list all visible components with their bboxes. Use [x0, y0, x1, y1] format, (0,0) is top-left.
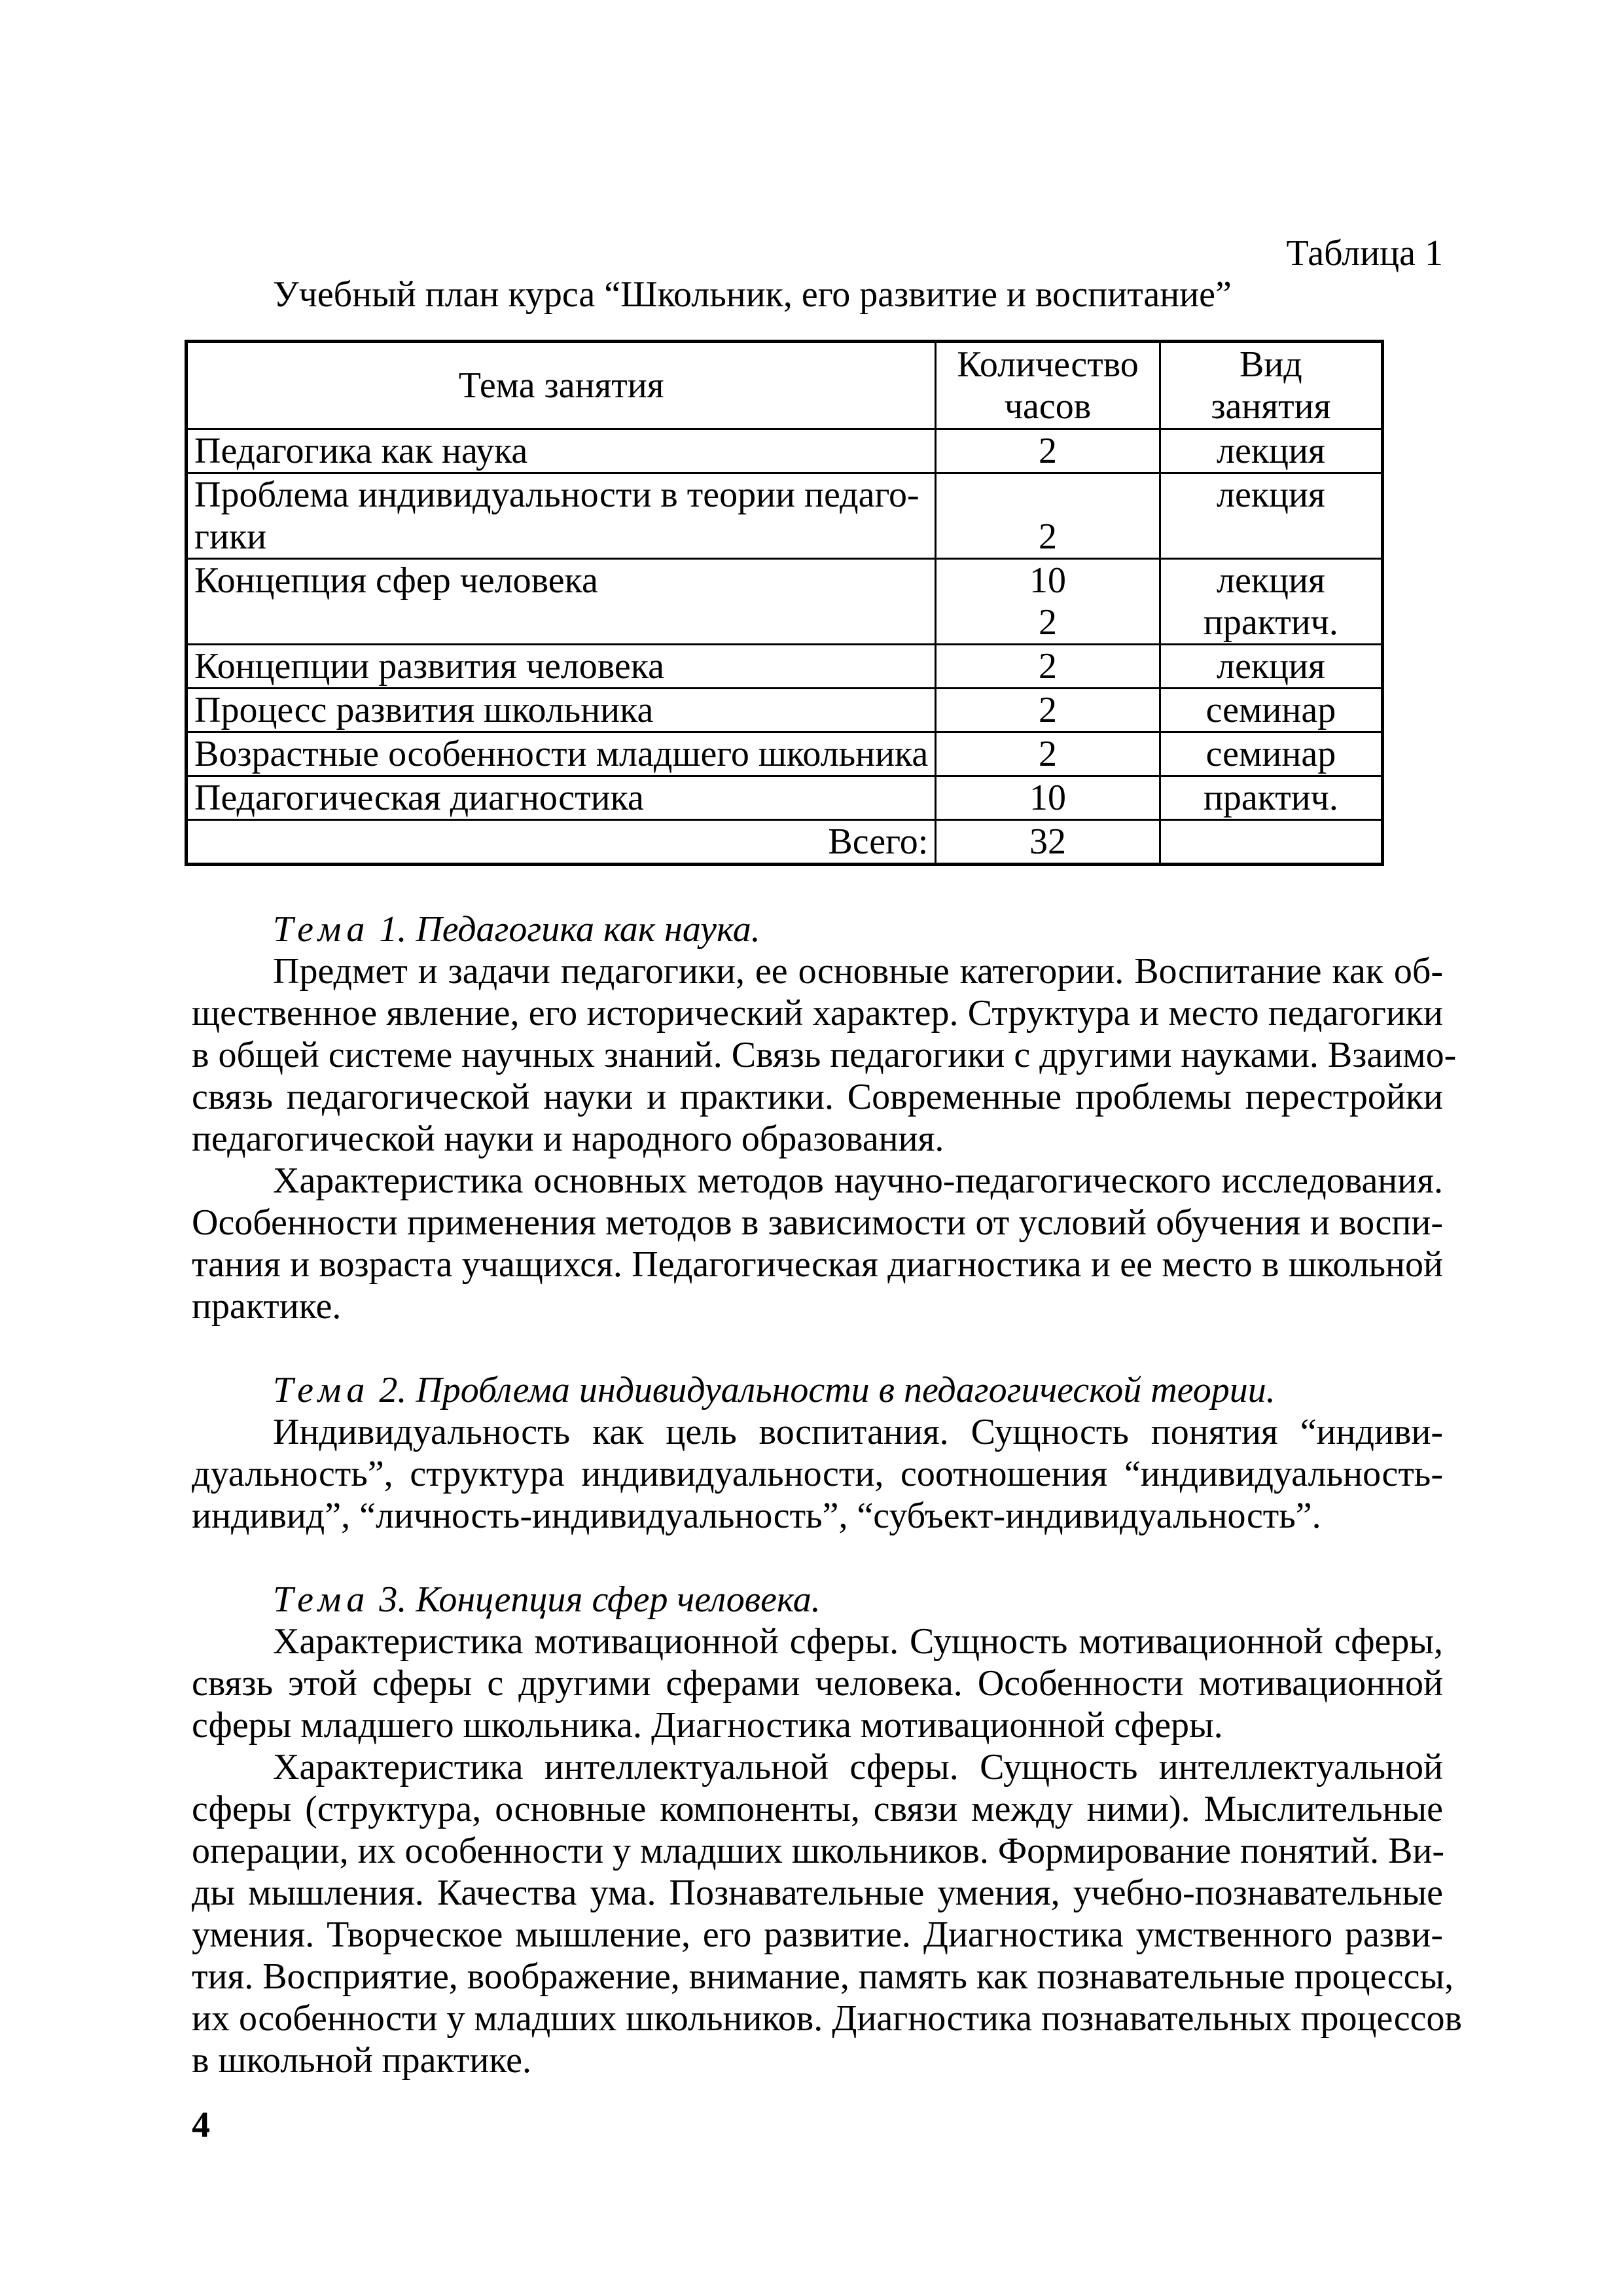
- hours-cell-line: 2: [1039, 734, 1058, 774]
- type-cell: [1160, 776, 1382, 820]
- header-type-line1: Вид: [1239, 344, 1302, 385]
- paragraph-line: в общей системе научных знаний. Связь педагогики с другими науками. Взаимо-: [192, 1035, 1457, 1075]
- topic-cell-line: Проблема индивидуальности в теории педаго-: [194, 475, 919, 515]
- topic-cell-line: гики: [194, 516, 267, 557]
- topic-cell-line: Концепции развития человека: [194, 646, 664, 687]
- type-cell-line: лекция: [1217, 431, 1325, 471]
- table-total-row: [187, 820, 1383, 865]
- topic-heading: [192, 1369, 1443, 1411]
- topic-heading: [192, 908, 1443, 950]
- document-body: [192, 908, 1462, 2123]
- type-cell-line: практич.: [1203, 778, 1338, 818]
- type-cell: [1160, 689, 1382, 732]
- table-caption: Учебный план курса “Школьник, его развитие и воспитание”: [273, 274, 1232, 315]
- hours-cell: [936, 559, 1160, 645]
- paragraph: [192, 1746, 1462, 2081]
- topic-cell: [187, 429, 936, 473]
- topic-section: [192, 1369, 1443, 1537]
- topic-heading-prefix: Тема: [273, 909, 370, 950]
- paragraph-line: связь этой сферы с другими сферами человека. Особенности мотивационной: [192, 1663, 1443, 1704]
- type-cell: [1160, 559, 1382, 645]
- hours-cell: [936, 689, 1160, 732]
- table-label: Таблица 1: [1286, 233, 1443, 274]
- hours-cell-line: 2: [1039, 516, 1058, 557]
- paragraph-line: Индивидуальность как цель воспитания. Сущность понятия “индиви-: [273, 1412, 1443, 1452]
- topic-cell: [187, 689, 936, 732]
- paragraph-line: сферы младшего школьника. Диагностика мотивационной сферы.: [192, 1705, 1223, 1746]
- paragraph-line: ды мышления. Качества ума. Познавательные умения, учебно-познавательные: [192, 1873, 1443, 1913]
- topic-heading-title: 1. Педагогика как наука.: [370, 909, 760, 950]
- total-empty-cell: [1160, 820, 1382, 865]
- header-hours-line2: часов: [1004, 386, 1092, 427]
- hours-cell-line: 2: [1039, 690, 1058, 730]
- page-number: 4: [192, 2105, 210, 2145]
- header-topic: Тема занятия: [187, 342, 936, 429]
- type-cell: [1160, 473, 1382, 559]
- topic-heading-title: 2. Проблема индивидуальности в педагогической теории.: [370, 1370, 1275, 1410]
- topic-cell: [187, 473, 936, 559]
- type-cell: [1160, 732, 1382, 776]
- type-cell: [1160, 645, 1382, 689]
- topic-heading-prefix: Тема: [273, 1579, 370, 1620]
- hours-cell: [936, 732, 1160, 776]
- paragraph-line: щественное явление, его исторический характер. Структура и место педагогики: [192, 993, 1443, 1033]
- topic-cell-line: Процесс развития школьника: [194, 690, 654, 730]
- hours-cell: [936, 645, 1160, 689]
- total-label: Всего:: [187, 820, 936, 865]
- paragraph-line: тия. Восприятие, воображение, внимание, память как познавательные процессы,: [192, 1956, 1454, 1997]
- paragraph-line: Особенности применения методов в зависимости от условий обучения и воспи-: [192, 1202, 1443, 1243]
- header-hours: [936, 342, 1160, 429]
- total-hours: 32: [936, 820, 1160, 865]
- paragraph-line: умения. Творческое мышление, его развитие. Диагностика умственного разви-: [192, 1914, 1443, 1955]
- paragraph: [192, 1160, 1443, 1327]
- table-row: [187, 645, 1383, 689]
- topic-cell: [187, 645, 936, 689]
- hours-cell-line: [943, 474, 1152, 516]
- table-header-row: [187, 342, 1383, 429]
- paragraph-line: тания и возраста учащихся. Педагогическая диагностика и ее место в школьной: [192, 1244, 1443, 1285]
- paragraph-line: индивид”, “личность-индивидуальность”, “субъект-индивидуальность”.: [192, 1496, 1321, 1536]
- paragraph-line: Предмет и задачи педагогики, ее основные категории. Воспитание как об-: [273, 951, 1443, 992]
- topic-cell-line: Педагогическая диагностика: [194, 778, 644, 818]
- hours-cell-line: 2: [1039, 431, 1058, 471]
- hours-cell: [936, 473, 1160, 559]
- topic-heading: [192, 1579, 1443, 1621]
- paragraph-line: Характеристика основных методов научно-педагогического исследования.: [273, 1160, 1443, 1201]
- type-cell-line: семинар: [1205, 690, 1336, 730]
- paragraph-line: Характеристика мотивационной сферы. Сущность мотивационной сферы,: [273, 1621, 1443, 1662]
- hours-cell: [936, 776, 1160, 820]
- hours-cell-line: 2: [1039, 602, 1058, 643]
- paragraph-line: дуальность”, структура индивидуальности, соотношения “индивидуальность-: [192, 1454, 1443, 1494]
- curriculum-table: [185, 340, 1384, 866]
- paragraph-line: Характеристика интеллектуальной сферы. Сущность интеллектуальной: [273, 1747, 1443, 1787]
- hours-cell: [936, 429, 1160, 473]
- paragraph-line: связь педагогической науки и практики. Современные проблемы перестройки: [192, 1077, 1443, 1117]
- paragraph-line: педагогической науки и народного образования.: [192, 1119, 944, 1159]
- topic-section: [192, 1579, 1462, 2081]
- topic-heading-title: 3. Концепция сфер человека.: [370, 1579, 821, 1620]
- type-cell-line: семинар: [1205, 734, 1336, 774]
- type-cell-line: лекция: [1217, 475, 1325, 515]
- paragraph-line: практике.: [192, 1286, 342, 1327]
- paragraph-line: их особенности у младших школьников. Диагностика познавательных процессов: [192, 1998, 1462, 2039]
- topic-heading-prefix: Тема: [273, 1370, 370, 1410]
- type-cell: [1160, 429, 1382, 473]
- header-type-line2: занятия: [1211, 386, 1331, 427]
- paragraph: [192, 950, 1457, 1160]
- table-row: [187, 429, 1383, 473]
- header-type: [1160, 342, 1382, 429]
- paragraph-line: сферы (структура, основные компоненты, связи между ними). Мыслительные: [192, 1789, 1443, 1829]
- table-row: [187, 732, 1383, 776]
- hours-cell-line: 10: [1029, 778, 1067, 818]
- topic-cell: [187, 559, 936, 645]
- topic-section: [192, 908, 1457, 1327]
- type-cell-line: лекция: [1217, 560, 1325, 601]
- topic-cell: [187, 776, 936, 820]
- table-row: [187, 473, 1383, 559]
- table-row: [187, 559, 1383, 645]
- topic-cell-line: Возрастные особенности младшего школьника: [194, 734, 929, 774]
- type-cell-line: [1168, 516, 1374, 558]
- paragraph: [192, 1411, 1443, 1537]
- table-row: [187, 776, 1383, 820]
- topic-cell: [187, 732, 936, 776]
- paragraph-line: в школьной практике.: [192, 2040, 532, 2081]
- topic-cell-line: [194, 601, 928, 643]
- header-hours-line1: Количество: [957, 344, 1139, 385]
- hours-cell-line: 10: [1029, 560, 1067, 601]
- hours-cell-line: 2: [1039, 646, 1058, 687]
- topic-cell-line: Концепция сфер человека: [194, 560, 598, 601]
- table-row: [187, 689, 1383, 732]
- type-cell-line: практич.: [1203, 602, 1338, 643]
- topic-cell-line: Педагогика как наука: [194, 431, 528, 471]
- paragraph-line: операции, их особенности у младших школьников. Формирование понятий. Ви-: [192, 1831, 1445, 1871]
- paragraph: [192, 1621, 1443, 1746]
- type-cell-line: лекция: [1217, 646, 1325, 687]
